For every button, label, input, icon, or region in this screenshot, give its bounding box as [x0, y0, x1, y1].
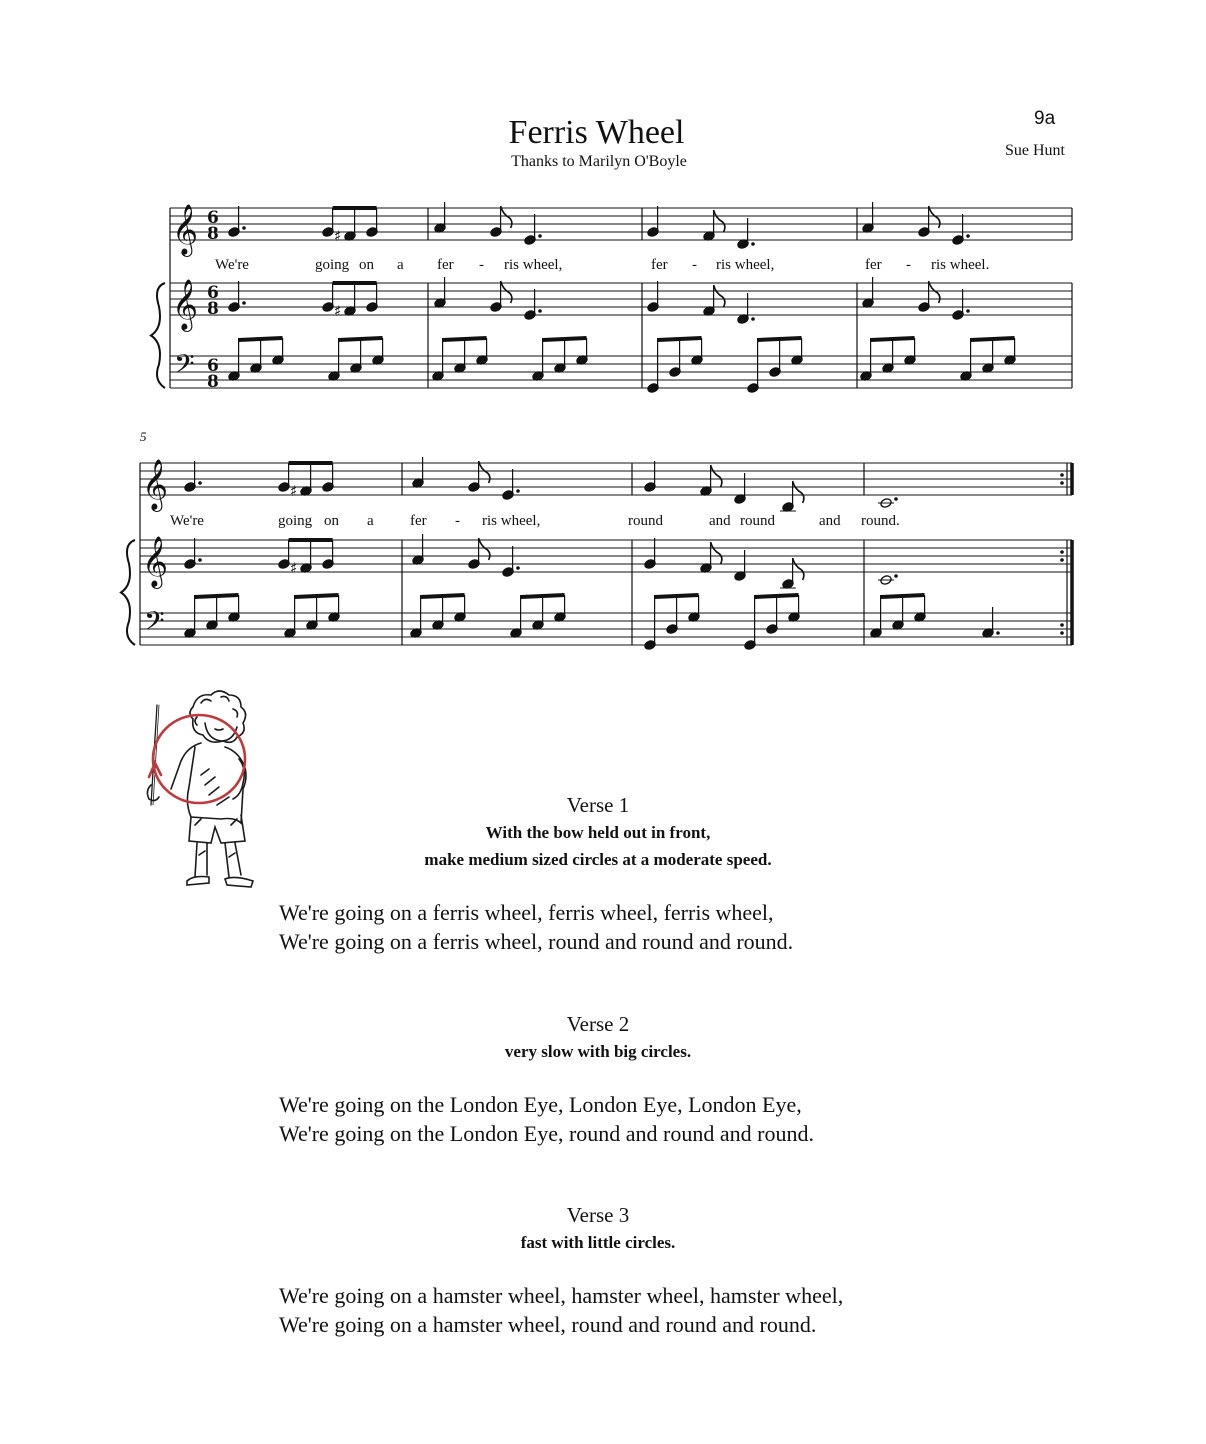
time-signature: 8 — [207, 224, 219, 244]
verse-heading: Verse 3 — [566, 1203, 630, 1227]
lyric: round — [740, 513, 775, 529]
time-signature: 6 — [207, 208, 219, 228]
note-dot — [894, 574, 898, 578]
note-dot — [538, 234, 542, 238]
lyric: ris wheel, — [482, 513, 541, 529]
beam — [881, 595, 925, 597]
sheet-music — [0, 0, 1206, 700]
note-flag — [711, 465, 722, 487]
lyric: We're — [170, 513, 204, 529]
lyric: - — [692, 257, 697, 273]
lyric: ris wheel. — [931, 257, 990, 273]
treble-clef: 𝄞 — [172, 204, 199, 255]
note-dot — [538, 309, 542, 313]
sharp-sign: ♯ — [290, 559, 298, 577]
beam — [543, 338, 587, 340]
note-flag — [501, 206, 512, 228]
verse-instruction: make medium sized circles at a moderate speed. — [424, 850, 772, 869]
lyric: fer — [410, 513, 427, 529]
verse-instruction: fast with little circles. — [520, 1233, 676, 1252]
time-signature: 6 — [207, 356, 219, 376]
lyric: We're — [215, 257, 249, 273]
note-dot — [751, 317, 755, 321]
beam — [521, 595, 565, 597]
composer: Sue Hunt — [1005, 142, 1065, 159]
time-signature: 6 — [207, 283, 219, 303]
sharp-sign: ♯ — [290, 482, 298, 500]
note-dot — [198, 481, 202, 485]
beam — [339, 338, 383, 340]
verse-line: We're going on the London Eye, round and round and round. — [279, 1121, 814, 1146]
beam — [421, 595, 465, 597]
lyric: ris wheel, — [716, 257, 775, 273]
note-flag — [714, 210, 725, 232]
verse-heading: Verse 2 — [566, 1012, 630, 1036]
verse-line: We're going on a ferris wheel, round and round and round. — [279, 929, 794, 954]
page-number: 9a — [1034, 108, 1056, 129]
lyric: - — [455, 513, 460, 529]
lyric: round — [628, 513, 663, 529]
lyric: ris wheel, — [504, 257, 563, 273]
brace — [151, 283, 165, 388]
time-signature: 8 — [207, 372, 219, 392]
sharp-sign: ♯ — [334, 227, 342, 245]
repeat-dot — [1060, 558, 1064, 562]
treble-clef: 𝄞 — [142, 459, 169, 510]
note-flag — [793, 481, 804, 503]
beam — [239, 338, 283, 340]
lyric: a — [397, 257, 404, 273]
note-flag — [714, 285, 725, 307]
note-flag — [793, 558, 804, 580]
note-flag — [501, 281, 512, 303]
bass-clef: 𝄢 — [174, 348, 195, 386]
song-subtitle: Thanks to Marilyn O'Boyle — [511, 153, 687, 170]
lyric: on — [324, 513, 339, 529]
repeat-dot — [1060, 550, 1064, 554]
note-flag — [479, 461, 490, 483]
note-dot — [996, 631, 1000, 635]
lyric: fer — [437, 257, 454, 273]
repeat-dot — [1060, 481, 1064, 485]
beam — [658, 338, 702, 340]
note-flag — [711, 542, 722, 564]
brace — [121, 540, 135, 645]
note-dot — [242, 226, 246, 230]
beam — [195, 595, 239, 597]
note-dot — [894, 497, 898, 501]
treble-clef: 𝄞 — [142, 536, 169, 587]
note-dot — [966, 234, 970, 238]
note-flag — [929, 281, 940, 303]
measure-number: 5 — [140, 429, 147, 444]
verse-instruction: With the bow held out in front, — [485, 823, 711, 842]
beam — [758, 338, 802, 340]
verse-heading: Verse 1 — [566, 793, 630, 817]
verse-line: We're going on a ferris wheel, ferris wheel, ferris wheel, — [279, 900, 774, 925]
beam — [755, 595, 799, 597]
lyric: - — [479, 257, 484, 273]
lyric: a — [367, 513, 374, 529]
lyric: fer — [651, 257, 668, 273]
note-dot — [198, 558, 202, 562]
repeat-dot — [1060, 623, 1064, 627]
repeat-dot — [1060, 631, 1064, 635]
verse-line: We're going on the London Eye, London Eye, London Eye, — [279, 1092, 802, 1117]
note-flag — [929, 206, 940, 228]
treble-clef: 𝄞 — [172, 279, 199, 330]
verse-line: We're going on a hamster wheel, round and round and round. — [279, 1312, 817, 1337]
note-dot — [242, 301, 246, 305]
beam — [655, 595, 699, 597]
note-dot — [516, 489, 520, 493]
verse-instruction: very slow with big circles. — [504, 1042, 692, 1061]
lyric: going — [315, 257, 350, 273]
lyric: - — [906, 257, 911, 273]
lyric: on — [359, 257, 374, 273]
note-dot — [516, 566, 520, 570]
beam — [971, 338, 1015, 340]
sharp-sign: ♯ — [334, 302, 342, 320]
lyric: round. — [861, 513, 900, 529]
lyric: going — [278, 513, 313, 529]
beam — [871, 338, 915, 340]
bass-clef: 𝄢 — [144, 605, 165, 643]
beam — [443, 338, 487, 340]
time-signature: 8 — [207, 299, 219, 319]
note-dot — [966, 309, 970, 313]
lyric: and — [709, 513, 731, 529]
lyric: fer — [865, 257, 882, 273]
beam — [295, 595, 339, 597]
verse-line: We're going on a hamster wheel, hamster wheel, hamster wheel, — [279, 1283, 844, 1308]
lyric: and — [819, 513, 841, 529]
note-dot — [751, 242, 755, 246]
song-title: Ferris Wheel — [508, 114, 685, 151]
note-flag — [479, 538, 490, 560]
repeat-dot — [1060, 473, 1064, 477]
